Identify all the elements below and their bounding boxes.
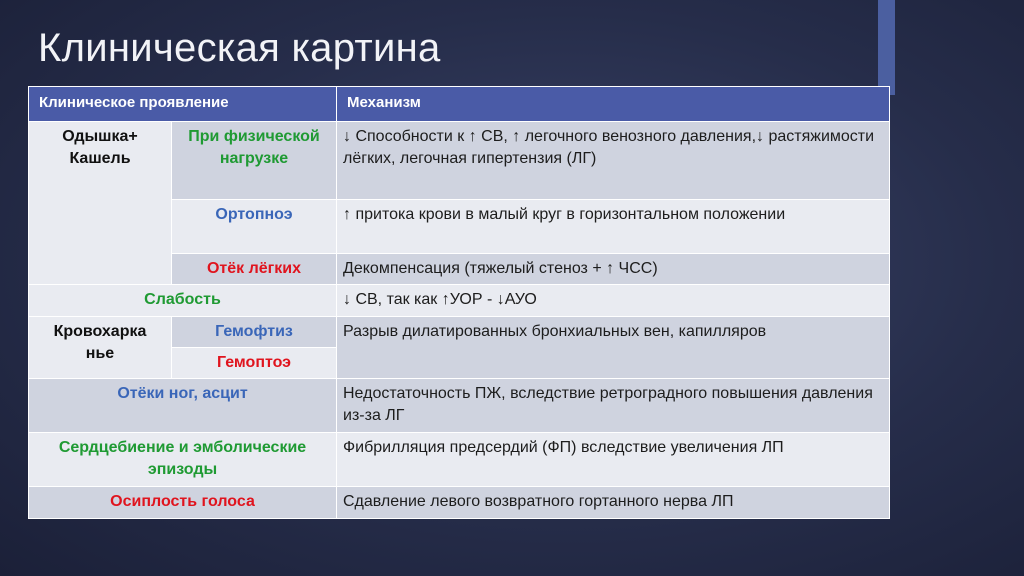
slide-title: Клиническая картина bbox=[38, 26, 441, 70]
dyspnea-group-cell: Одышка+ Кашель bbox=[29, 122, 172, 285]
symptom-hoarseness: Осиплость голоса bbox=[29, 487, 337, 519]
mechanism-weakness: ↓ СВ, так как ↑УОР - ↓АУО bbox=[337, 285, 890, 317]
table-row bbox=[29, 487, 890, 519]
table-row bbox=[29, 317, 890, 348]
hemoptysis-group-cell bbox=[29, 317, 172, 379]
mechanism-hemoptysis: Разрыв дилатированных бронхиальных вен, капилляров bbox=[337, 317, 890, 379]
table-header-row bbox=[29, 87, 890, 122]
header-mechanism: Механизм bbox=[337, 87, 890, 122]
mechanism-hoarseness: Сдавление левого возвратного гортанного нерва ЛП bbox=[337, 487, 890, 519]
symptom-palpitations: Сердцебиение и эмболические эпизоды bbox=[29, 433, 337, 487]
clinical-table bbox=[28, 86, 890, 519]
hemoptysis-group-line1: Кровохарка bbox=[53, 323, 147, 340]
mechanism-orthopnea: ↑ притока крови в малый круг в горизонтальном положении bbox=[337, 200, 890, 254]
mechanism-palpitations: Фибрилляция предсердий (ФП) вследствие увеличения ЛП bbox=[337, 433, 890, 487]
mechanism-exertion: ↓ Способности к ↑ СВ, ↑ легочного венозного давления,↓ растяжимости лёгких, легочная гипертензия (ЛГ) bbox=[337, 122, 890, 200]
hemoptysis-group-line2: нье bbox=[85, 345, 115, 362]
mechanism-edema-ascites: Недостаточность ПЖ, вследствие ретроградного повышения давления из-за ЛГ bbox=[337, 379, 890, 433]
symptom-weakness: Слабость bbox=[29, 285, 337, 317]
table-row bbox=[29, 285, 890, 317]
accent-bar bbox=[878, 0, 895, 95]
symptom-orthopnea: Ортопноэ bbox=[172, 200, 337, 254]
table-row bbox=[29, 379, 890, 433]
symptom-edema-ascites: Отёки ног, асцит bbox=[29, 379, 337, 433]
symptom-exertion: При физической нагрузке bbox=[172, 122, 337, 200]
symptom-hemophthisis: Гемофтиз bbox=[172, 317, 337, 348]
header-manifestation: Клиническое проявление bbox=[29, 87, 337, 122]
mechanism-pulmonary-edema: Декомпенсация (тяжелый стеноз + ↑ ЧСС) bbox=[337, 254, 890, 285]
table-row bbox=[29, 433, 890, 487]
table-row bbox=[29, 122, 890, 200]
symptom-pulmonary-edema: Отёк лёгких bbox=[172, 254, 337, 285]
symptom-hemoptoe: Гемоптоэ bbox=[172, 348, 337, 379]
